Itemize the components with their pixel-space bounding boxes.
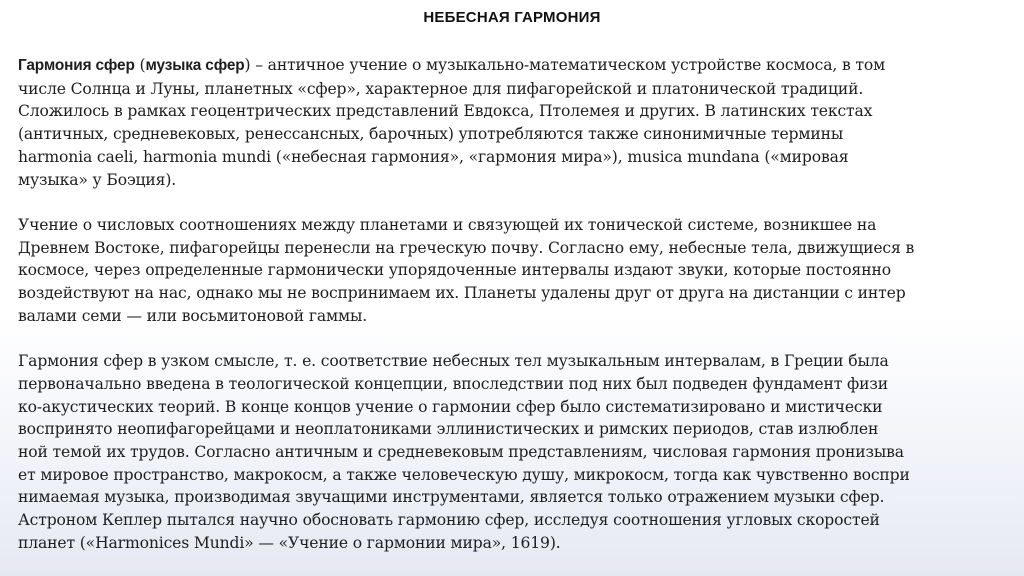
paragraph-3-line: ет мировое пространство, макрокосм, а также человеческую душу, микрокосм, тогда как чувственно воспри [18,465,910,484]
open-paren: ( [134,56,146,74]
paragraph-1-line-1-rest: ) – античное учение о музыкально-математическом устройстве космоса, в том [244,56,886,74]
paragraph-gap [18,327,1008,350]
paragraph-3-line: ной темой их трудов. Согласно античным и средневековым представлениям, числовая гармония пронизыва [18,442,904,461]
term-music-of-spheres: музыка сфер [145,57,245,74]
paragraph-2-line: Древнем Востоке, пифагорейцы перенесли на греческую почву. Согласно ему, небесные тела, движущиеся в [18,238,915,257]
paragraph-3-line: воспринято неопифагорейцами и неоплатониками эллинистических и римских периодов, став излюблен [18,420,879,439]
paragraph-2-line: воздействуют на нас, однако мы не воспринимаем их. Планеты удалены друг от друга на дистанции с интер [18,284,906,303]
paragraph-1 [18,54,1008,191]
slide-title: НЕБЕСНАЯ ГАРМОНИЯ [423,9,601,26]
paragraph-2 [18,214,1008,328]
paragraph-3-line: Гармония сфер в узком смысле, т. е. соответствие небесных тел музыкальным интервалам, в Греции была [18,352,889,371]
paragraph-2-line: Учение о числовых соотношениях между планетами и связующей их тонической системе, возникшее на [18,215,877,234]
paragraph-gap [18,191,1008,214]
paragraph-2-line: валами семи — или восьмитоновой гаммы. [18,306,368,325]
paragraph-3-line: Астроном Кеплер пытался научно обосновать гармонию сфер, исследуя соотношения угловых скоростей [18,511,880,530]
paragraph-2-line: космосе, через определенные гармонически упорядоченные интервалы издают звуки, которые постоянно [18,261,891,280]
paragraph-1-line: музыка» у Боэция). [18,170,177,189]
paragraph-3 [18,350,1008,554]
paragraph-1-line: числе Солнца и Луны, планетных «сфер», характерное для пифагорейской и платонической традиций. [18,79,864,98]
paragraph-3-line: планет («Harmonices Mundi» — «Учение о гармонии мира», 1619). [18,533,561,552]
paragraph-1-line: (античных, средневековых, ренессансных, барочных) употребляются также синонимичные термины [18,125,844,144]
paragraph-3-line: ко-акустических теорий. В конце концов учение о гармонии сфер было систематизировано и мистически [18,397,883,416]
paragraph-3-line: нимаемая музыка, производимая звучащими инструментами, является только отражением музыки сфер. [18,488,885,507]
term-harmony-of-spheres: Гармония сфер [18,57,135,74]
slide-body [18,54,1008,554]
paragraph-1-line: Сложилось в рамках геоцентрических представлений Евдокса, Птолемея и других. В латинских текстах [18,102,873,121]
paragraph-1-line-1 [18,54,1008,78]
paragraph-1-line: harmonia caeli, harmonia mundi («небесная гармония», «гармония мира»), musica mundana («мировая [18,147,849,166]
paragraph-3-line: первоначально введена в теологической концепции, впоследствии под них был подведен фундамент физи [18,374,888,393]
